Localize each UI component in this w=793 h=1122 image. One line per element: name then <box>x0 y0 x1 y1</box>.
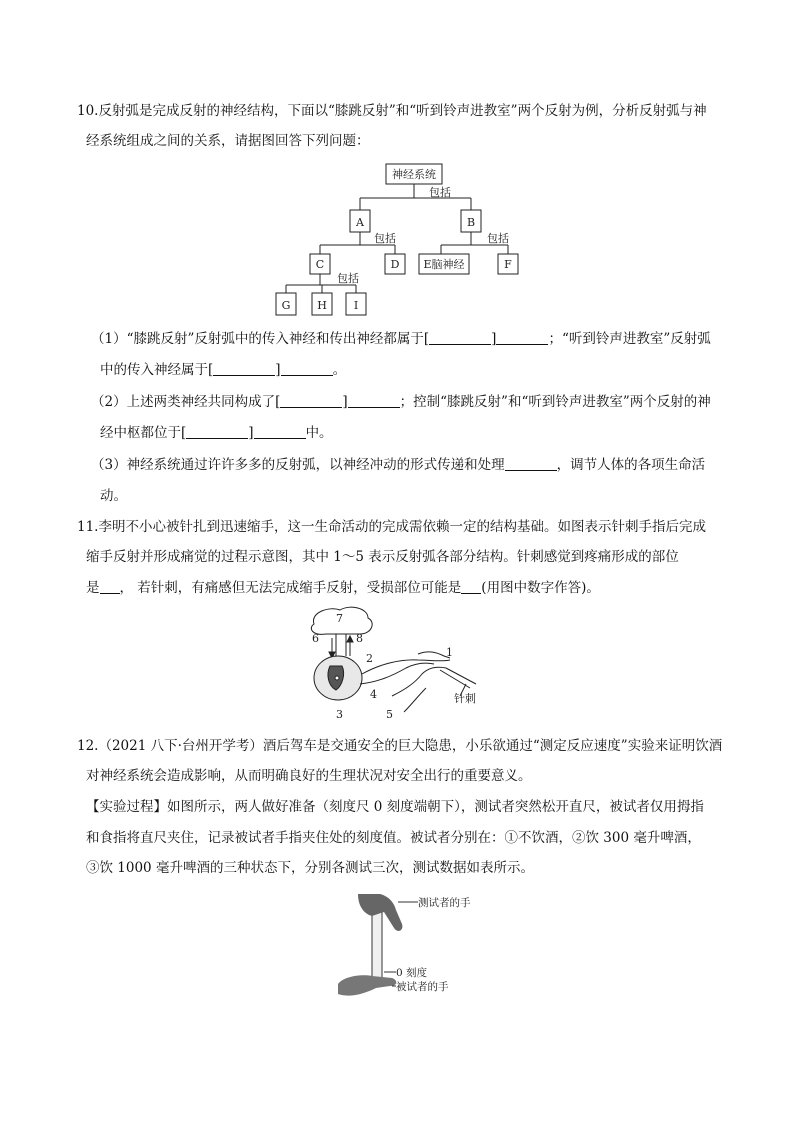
diagram-root-label: 神经系统 <box>392 168 436 181</box>
label-1: 1 <box>446 646 453 659</box>
answer-blank[interactable] <box>496 330 548 345</box>
reaction-test-figure <box>318 890 498 1002</box>
diagram-include-label: 包括 <box>429 186 451 199</box>
q11-line-3: 是 ， 若针刺，有痛感但无法完成缩手反射，受损部位可能是 (用图中数字作答)。 <box>86 580 600 596</box>
q10-line-1: 10.反射弧是完成反射的神经结构，下面以“膝跳反射”和“听到铃声进教室”两个反射为例，分析反射弧与神 <box>77 103 707 119</box>
q11-line-1: 11.李明不小心被针扎到迅速缩手，这一生命活动的完成需依赖一定的结构基础。如图表示针刺手指后完成 <box>77 519 706 535</box>
q10-sub1-line: （1）“膝跳反射”反射弧中的传入神经和传出神经都属于[ ] ；“听到铃声进教室”反射弧 <box>91 331 711 347</box>
subject-hand-label: 被试者的手 <box>396 981 449 993</box>
label-8: 8 <box>356 632 363 645</box>
diagram-include-label: 包括 <box>487 232 509 245</box>
diagram-include-label: 包括 <box>337 272 359 285</box>
answer-blank[interactable] <box>213 361 275 376</box>
label-6: 6 <box>312 632 319 645</box>
q10-sub3-line: （3）神经系统通过许许多多的反射弧，以神经冲动的形式传递和处理 ，调节人体的各项生命活 <box>91 457 706 473</box>
answer-blank[interactable] <box>280 393 342 408</box>
label-4: 4 <box>370 688 377 701</box>
zero-mark-label: 0 刻度 <box>396 967 428 979</box>
q12-line-1: 12.（2021 八下·台州开学考）酒后驾车是交通安全的巨大隐患，小乐欲通过“测定反应速度”实验来证明饮酒 <box>77 738 723 754</box>
answer-blank[interactable] <box>186 424 248 439</box>
q12-line-5: ③饮 1000 毫升啤酒的三种状态下，分别各测试三次，测试数据如表所示。 <box>86 860 534 876</box>
q10-sub2-line-2: 经中枢都位于[ ] 中。 <box>100 425 333 441</box>
diagram-node-c: C <box>315 258 325 271</box>
label-5: 5 <box>386 708 393 721</box>
label-2: 2 <box>366 652 373 665</box>
q11-line-2: 缩手反射并形成痛觉的过程示意图，其中 1～5 表示反射弧各部分结构。针刺感觉到疼痛形成的部位 <box>86 549 679 565</box>
answer-blank[interactable] <box>429 330 491 345</box>
nervous-system-diagram <box>270 160 540 320</box>
q12-line-4: 和食指将直尺夹住，记录被试者手指夹住处的刻度值。被试者分别在：①不饮酒，②饮 300 毫升啤酒， <box>86 830 701 846</box>
diagram-node-i: I <box>353 299 359 312</box>
diagram-node-d: D <box>390 258 400 271</box>
answer-blank[interactable] <box>254 424 306 439</box>
diagram-node-b: B <box>466 216 476 229</box>
answer-blank[interactable] <box>505 456 557 471</box>
diagram-node-a: A <box>356 216 364 229</box>
q10-sub1-line-2: 中的传入神经属于[ ] 。 <box>100 362 347 378</box>
q10-line-2: 经系统组成之间的关系，请据图回答下列问题： <box>86 133 370 149</box>
answer-blank[interactable] <box>461 579 481 594</box>
q10-sub2-line: （2）上述两类神经共同构成了[ ] ；控制“膝跳反射”和“听到铃声进教室”两个反射的神 <box>91 394 711 410</box>
q12-line-3: 【实验过程】如图所示，两人做好准备（刻度尺 0 刻度端朝下），测试者突然松开直尺，被试者仅用拇指 <box>86 799 704 815</box>
ruler <box>372 904 382 984</box>
label-7: 7 <box>336 612 343 625</box>
diagram-node-h: H <box>317 299 327 312</box>
diagram-include-label: 包括 <box>374 232 396 245</box>
answer-blank[interactable] <box>281 361 333 376</box>
tester-hand-label: 测试者的手 <box>418 897 471 909</box>
diagram-node-f: F <box>504 258 512 271</box>
answer-blank[interactable] <box>348 393 400 408</box>
label-3: 3 <box>336 708 343 721</box>
diagram-node-e: E脑神经 <box>423 258 465 271</box>
reflex-arc-figure <box>300 604 500 722</box>
q12-line-2: 对神经系统会造成影响，从而明确良好的生理状况对安全出行的重要意义。 <box>86 768 532 784</box>
q10-sub3-line-2: 动。 <box>100 488 127 504</box>
needle-label: 针刺 <box>454 692 476 705</box>
diagram-node-g: G <box>281 299 291 312</box>
subject-hand <box>338 975 396 995</box>
answer-blank[interactable] <box>100 579 120 594</box>
